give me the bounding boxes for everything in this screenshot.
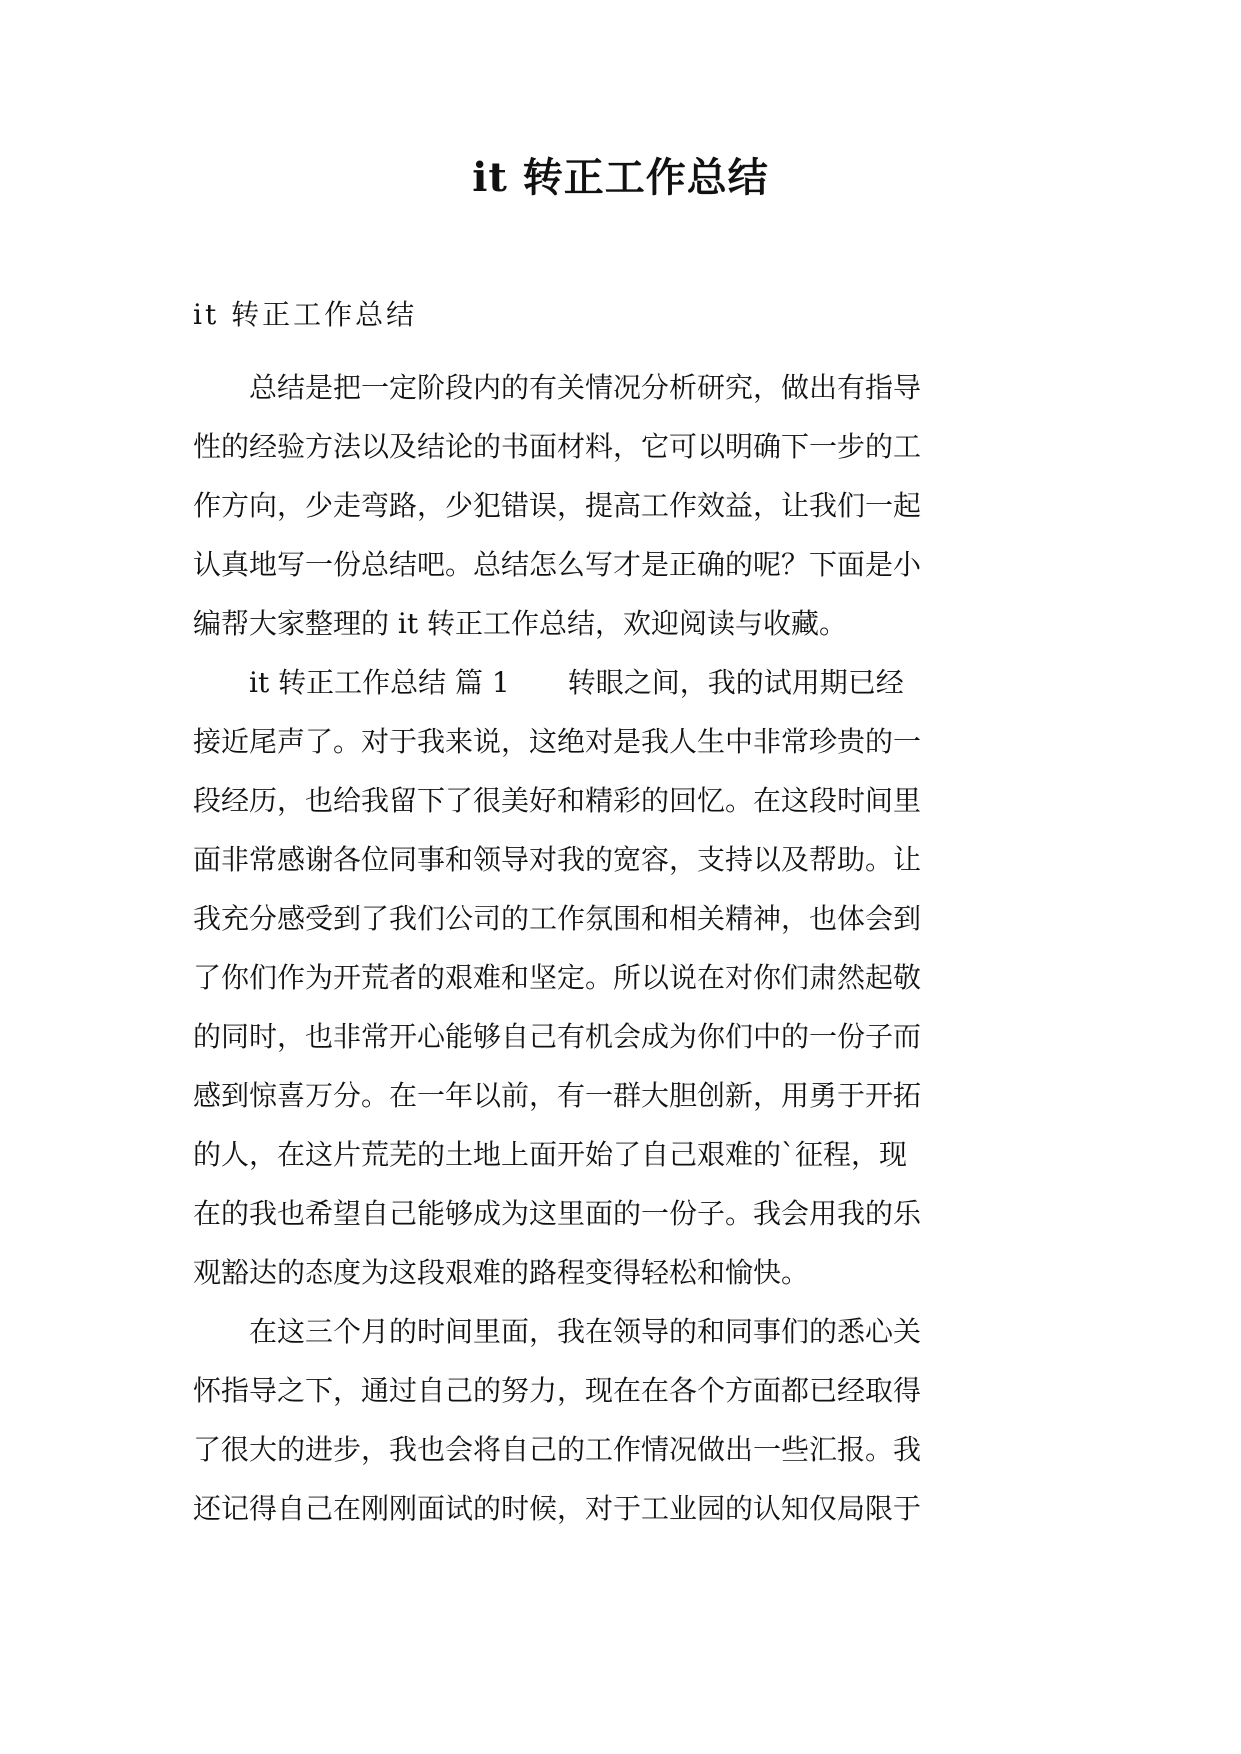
paragraph-progress — [193, 1302, 1055, 1538]
paragraph-line: 了你们作为开荒者的艰难和坚定。所以说在对你们肃然起敬 — [193, 961, 922, 994]
paragraph-line: 面非常感谢各位同事和领导对我的宽容，支持以及帮助。让 — [193, 843, 922, 876]
paragraph-line: 感到惊喜万分。在一年以前，有一群大胆创新，用勇于开拓 — [193, 1079, 922, 1112]
paragraph-line: 了很大的进步，我也会将自己的工作情况做出一些汇报。我 — [193, 1433, 922, 1466]
paragraph-intro — [193, 358, 1055, 653]
document-subtitle: it 转正工作总结 — [193, 298, 418, 331]
paragraph-line: 在的我也希望自己能够成为这里面的一份子。我会用我的乐 — [193, 1197, 922, 1230]
paragraph-line: 接近尾声了。对于我来说，这绝对是我人生中非常珍贵的一 — [193, 725, 922, 758]
section-heading: it 转正工作总结 篇 1 — [249, 666, 510, 699]
paragraph-line: 观豁达的态度为这段艰难的路程变得轻松和愉快。 — [193, 1256, 810, 1289]
paragraph-line: 还记得自己在刚刚面试的时候，对于工业园的认知仅局限于 — [193, 1492, 922, 1525]
paragraph-line: 我充分感受到了我们公司的工作氛围和相关精神，也体会到 — [193, 902, 922, 935]
paragraph-section-1 — [193, 653, 1055, 1302]
paragraph-line: 段经历，也给我留下了很美好和精彩的回忆。在这段时间里 — [193, 784, 922, 817]
paragraph-line: 在这三个月的时间里面，我在领导的和同事们的悉心关 — [249, 1315, 922, 1348]
paragraph-line: 编帮大家整理的 it 转正工作总结，欢迎阅读与收藏。 — [193, 607, 848, 640]
paragraph-line: 性的经验方法以及结论的书面材料，它可以明确下一步的工 — [193, 430, 922, 463]
paragraph-line: 的人，在这片荒芜的土地上面开始了自己艰难的`征程，现 — [193, 1138, 908, 1171]
paragraph-first-line — [193, 653, 1055, 712]
document-title: it 转正工作总结 — [472, 154, 769, 201]
paragraph-line: 作方向，少走弯路，少犯错误，提高工作效益，让我们一起 — [193, 489, 922, 522]
paragraph-line: 认真地写一份总结吧。总结怎么写才是正确的呢？下面是小 — [193, 548, 922, 581]
paragraph-line: 的同时，也非常开心能够自己有机会成为你们中的一份子而 — [193, 1020, 922, 1053]
paragraph-line: 总结是把一定阶段内的有关情况分析研究，做出有指导 — [249, 371, 922, 404]
paragraph-line: 怀指导之下，通过自己的努力，现在在各个方面都已经取得 — [193, 1374, 922, 1407]
paragraph-line: 转眼之间，我的试用期已经 — [567, 666, 904, 699]
